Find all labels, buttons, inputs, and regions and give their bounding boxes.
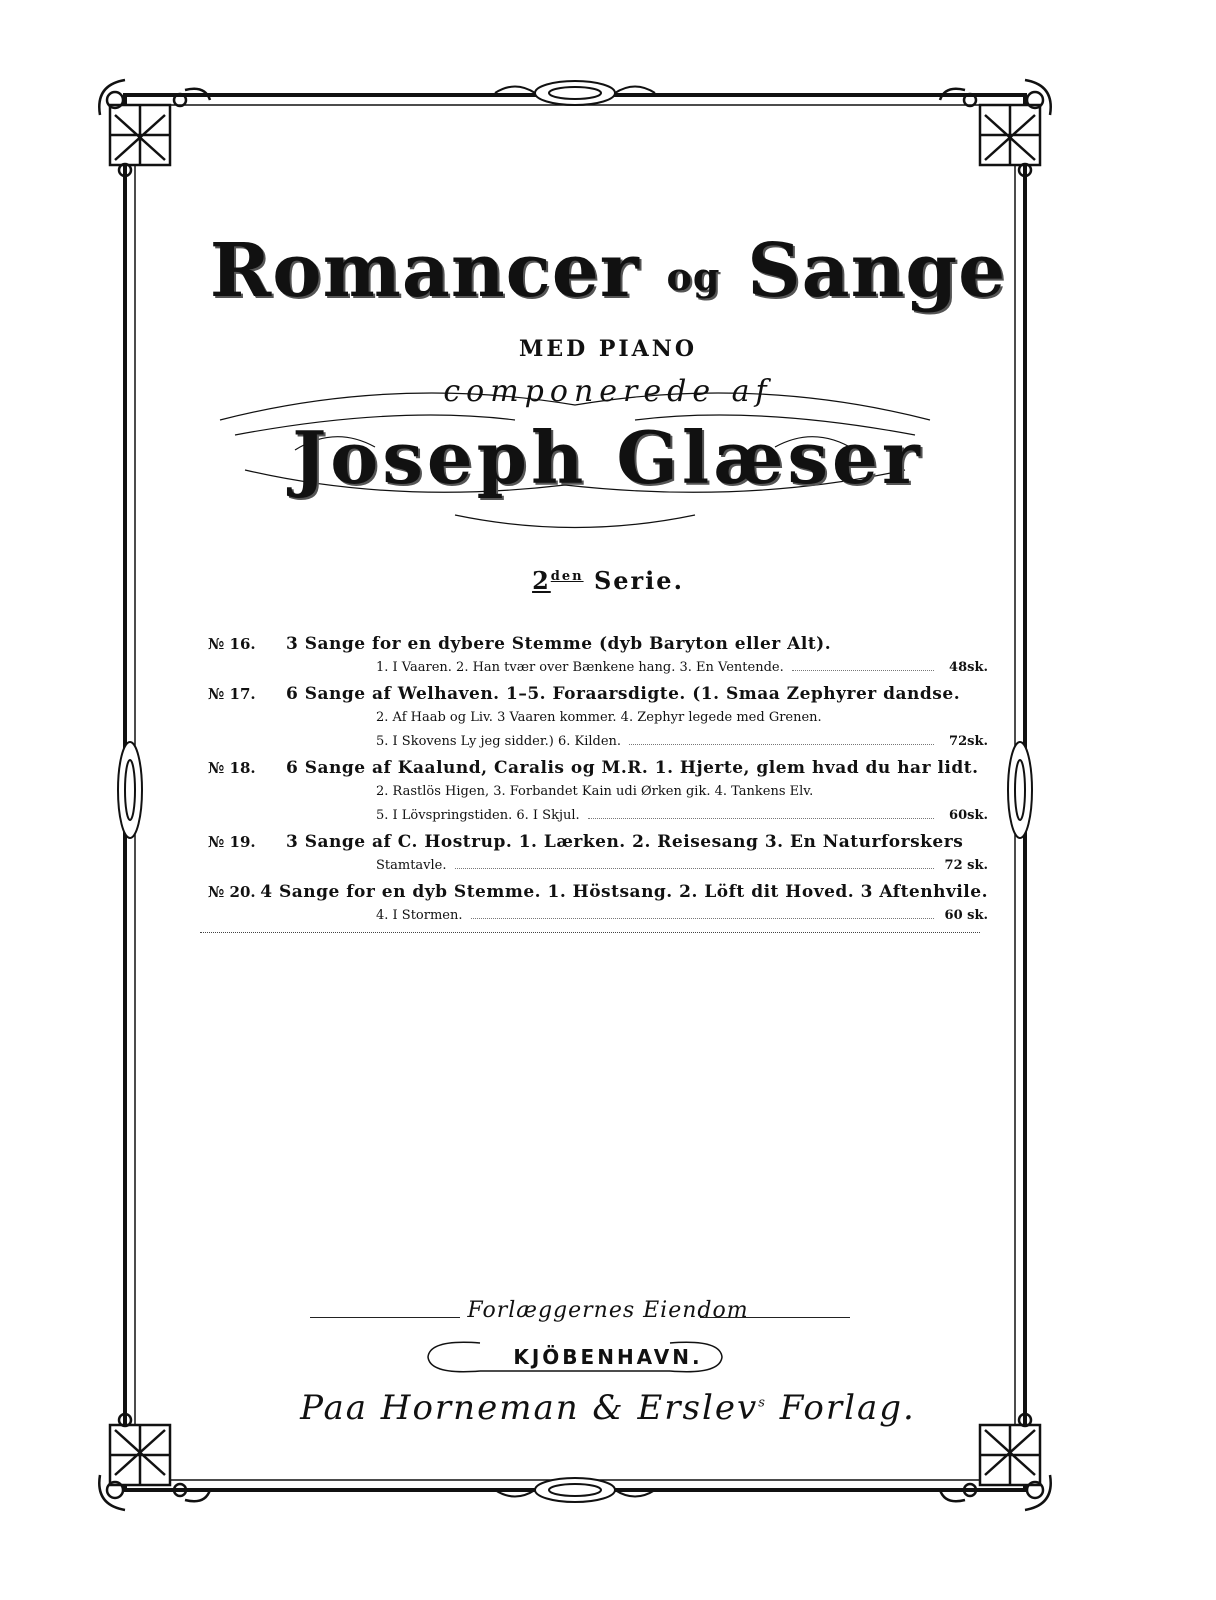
main-title [0, 228, 1216, 314]
leader-dots [792, 670, 934, 671]
work-number: № 20. [208, 883, 256, 901]
work-contents: 2. Af Haab og Liv. 3 Vaaren kommer. 4. Zephyr legede med Grenen. [376, 710, 822, 725]
city-flourish [420, 1335, 730, 1379]
work-contents: Stamtavle. [376, 858, 447, 873]
works-list [208, 634, 988, 932]
work-title: 3 Sange af C. Hostrup. 1. Lærken. 2. Reisesang 3. En Naturforskers [286, 832, 964, 852]
list-item [208, 832, 988, 882]
corner-ornament-bottom-right [940, 1414, 1051, 1510]
work-title: 3 Sange for en dybere Stemme (dyb Baryton eller Alt). [286, 634, 832, 654]
series-word: Serie. [593, 566, 684, 595]
list-item [208, 758, 988, 832]
work-number: № 19. [208, 833, 256, 851]
list-item [208, 882, 988, 932]
publisher-firm [0, 1388, 1216, 1428]
work-price: 48sk. [949, 660, 988, 675]
work-number: № 18. [208, 759, 256, 777]
work-title: 6 Sange af Kaalund, Caralis og M.R. 1. Hjerte, glem hvad du har lidt. [286, 758, 979, 778]
work-price: 60sk. [949, 808, 988, 823]
work-title: 4 Sange for en dyb Stemme. 1. Höstsang. 2. Löft dit Hoved. 3 Aftenhvile. [260, 882, 988, 902]
firm-name: Paa Horneman & Erslev [300, 1388, 759, 1428]
work-contents: 4. I Stormen. [376, 908, 463, 923]
work-title: 6 Sange af Welhaven. 1–5. Foraarsdigte. (1. Smaa Zephyrer dandse. [286, 684, 961, 704]
leader-dots [629, 744, 934, 745]
list-end-rule [200, 932, 980, 933]
series-ordinal-suffix: den [550, 569, 584, 584]
list-item [208, 684, 988, 758]
composer-name: Joseph Glæser [292, 415, 924, 500]
publisher-city: KJÖBENHAVN. [513, 1345, 703, 1369]
work-contents: 5. I Skovens Ly jeg sidder.) 6. Kilden. [376, 734, 622, 749]
series-ordinal: 2 [532, 566, 551, 595]
leader-dots [455, 868, 934, 869]
work-price: 60 sk. [944, 908, 988, 923]
work-contents: 5. I Lövspringstiden. 6. I Skjul. [376, 808, 580, 823]
title-word-sange: Sange [747, 228, 1007, 314]
corner-ornament-bottom-left [99, 1414, 210, 1510]
composed-by-label: componerede af [443, 374, 773, 409]
right-side-ornament [1008, 742, 1032, 838]
leader-dots [588, 818, 934, 819]
title-connector: og [666, 254, 721, 299]
property-note: Forlæggernes Eiendom [467, 1298, 749, 1323]
firm-superscript: s [758, 1395, 767, 1411]
left-side-ornament [118, 742, 142, 838]
work-price: 72 sk. [944, 858, 988, 873]
subtitle: MED PIANO [518, 336, 698, 362]
leader-dots [471, 918, 935, 919]
firm-suffix: Forlag. [766, 1388, 916, 1428]
work-contents: 2. Rastlös Higen, 3. Forbandet Kain udi Ørken gik. 4. Tankens Elv. [376, 784, 814, 799]
series-heading [0, 566, 1216, 595]
list-item [208, 634, 988, 684]
work-price: 72sk. [949, 734, 988, 749]
work-number: № 17. [208, 685, 256, 703]
work-contents: 1. I Vaaren. 2. Han tvær over Bænkene hang. 3. En Ventende. [376, 660, 784, 675]
work-number: № 16. [208, 635, 256, 653]
title-word-romancer: Romancer [209, 228, 640, 314]
